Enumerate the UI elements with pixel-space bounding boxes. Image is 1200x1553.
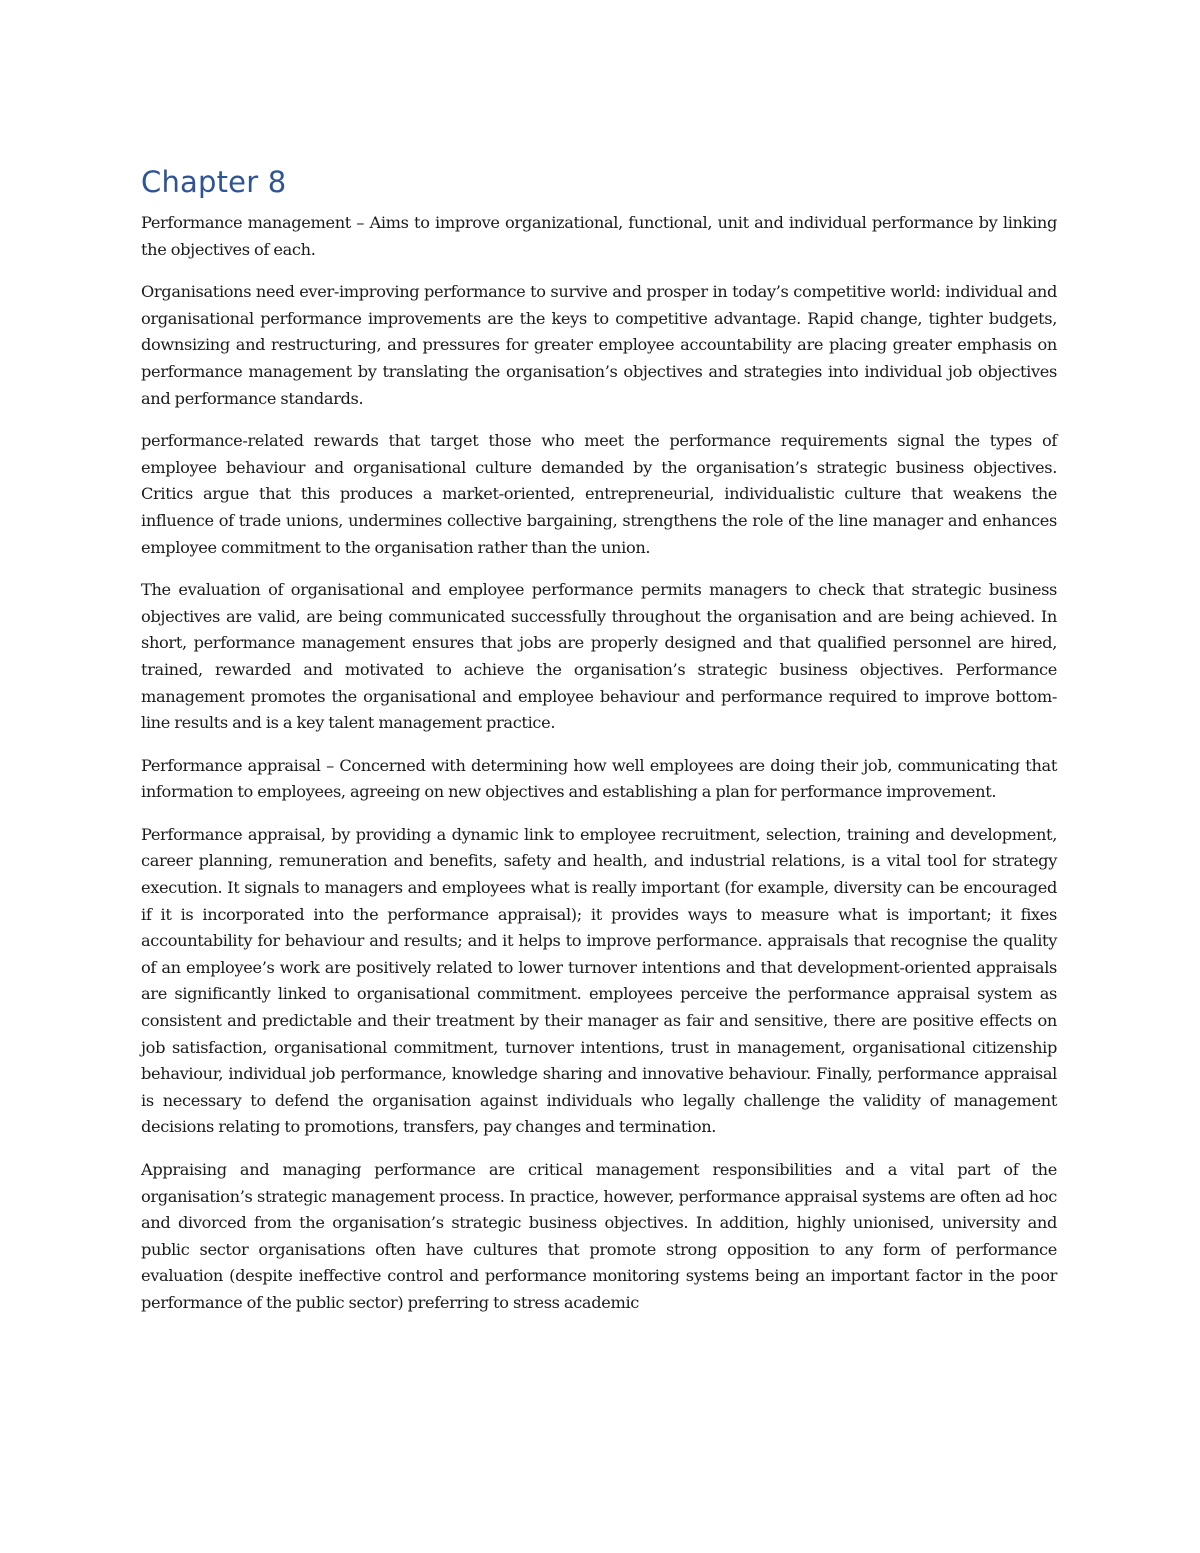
paragraph-performance-appraisal-link: Performance appraisal, by providing a dynamic link to employee recruitment, selection, training and development, career planning, remuneration and benefits, safety and health, and industrial relations, is a vital tool for strategy execution. It signals to managers and employees what is really important (for example, diversity can be encouraged if it is incorporated into the performance appraisal); it provides ways to measure what is important; it fixes accountability for behaviour and results; and it helps to improve performance. appraisals that recognise the quality of an employee’s work are positively related to lower turnover intentions and that development-oriented appraisals are significantly linked to organisational commitment. employees perceive the performance appraisal system as consistent and predictable and their treatment by their manager as fair and sensitive, there are positive effects on job satisfaction, organisational commitment, turnover intentions, trust in management, organisational citizenship behaviour, individual job performance, knowledge sharing and innovative behaviour. Finally, performance appraisal is necessary to defend the organisation against individuals who legally challenge the validity of management decisions relating to promotions, transfers, pay changes and termination.: [141, 824, 1057, 1137]
paragraph-organisations-performance: Organisations need ever-improving performance to survive and prosper in today’s competitive world: individual and organisational performance improvements are the keys to competitive advantage. Rapid change, tighter budgets, downsizing and restructuring, and pressures for greater employee accountability are placing greater emphasis on performance management by translating the organisation’s objectives and strategies into individual job objectives and performance standards.: [141, 282, 1057, 408]
paragraph-performance-related-rewards: performance-related rewards that target those who meet the performance requirements signal the types of employee behaviour and organisational culture demanded by the organisation’s strategic business objectives. Critics argue that this produces a market-oriented, entrepreneurial, individualistic culture that weakens the influence of trade unions, undermines collective bargaining, strengthens the role of the line manager and enhances employee commitment to the organisation rather than the union.: [141, 431, 1057, 557]
chapter-title: Chapter 8: [141, 165, 287, 199]
paragraph-appraising-and-managing: Appraising and managing performance are critical management responsibilities and a vital part of the organisation’s strategic management process. In practice, however, performance appraisal systems are often ad hoc and divorced from the organisation’s strategic business objectives. In addition, highly unionised, university and public sector organisations often have cultures that promote strong opposition to any form of performance evaluation (despite ineffective control and performance monitoring systems being an important factor in the poor performance of the public sector) preferring to stress academic: [141, 1160, 1057, 1312]
paragraph-evaluation-of-performance: The evaluation of organisational and employee performance permits managers to check that strategic business objectives are valid, are being communicated successfully throughout the organisation and are being achieved. In short, performance management ensures that jobs are properly designed and that qualified personnel are hired, trained, rewarded and motivated to achieve the organisation’s strategic business objectives. Performance management promotes the organisational and employee behaviour and performance required to improve bottom-line results and is a key talent management practice.: [141, 580, 1057, 733]
paragraph-performance-management-definition: Performance management – Aims to improve organizational, functional, unit and individual performance by linking the objectives of each.: [141, 213, 1057, 259]
page-content: [141, 164, 1057, 1333]
paragraph-performance-appraisal-definition: Performance appraisal – Concerned with determining how well employees are doing their job, communicating that information to employees, agreeing on new objectives and establishing a plan for performance improvement.: [141, 755, 1057, 802]
